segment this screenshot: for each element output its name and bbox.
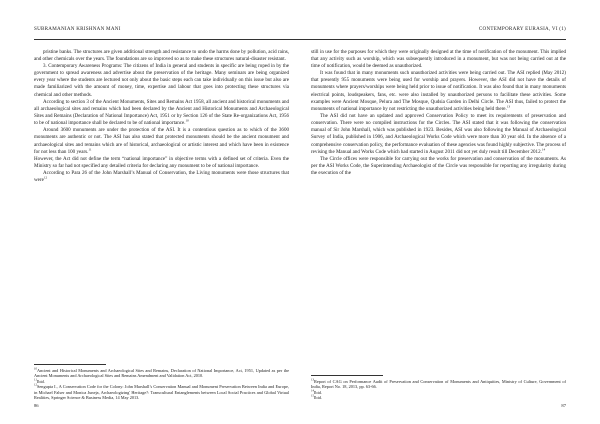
footnote-ref[interactable]: 13 [506, 104, 511, 109]
footnote-number: 15 [311, 393, 314, 398]
right-column [311, 49, 566, 401]
footnote-ref[interactable]: 11 [88, 147, 92, 152]
footnote [311, 395, 566, 401]
right-column-spacer [311, 177, 566, 371]
folio-right: 87 [561, 402, 566, 408]
footnote-number: 11 [34, 377, 37, 382]
paragraph [34, 127, 289, 156]
paragraph-text: According to Para 26 of the John Marshall’s Manual of Conservation, the Living monuments were those structures that were [34, 170, 289, 184]
two-column-body [34, 49, 566, 401]
footnote-separator [34, 364, 106, 365]
footnote [34, 384, 289, 401]
running-head-left: SUBRAMANIAN KRISHNAN MANI [34, 26, 121, 32]
paragraph [311, 70, 566, 113]
footnote-number: 10 [34, 366, 37, 371]
paragraph-text: Around 3600 monuments are under the protection of the ASI. It is a contentious question as to which of the 3600 monuments are authentic or not. The ASI has also stated that protected monuments should be the ancient monument and archaeological sites and remains which are of historical, archaeological or artistic interest and which have been in existence for not less than 100 years. [34, 127, 289, 155]
paragraph-text: According to section 3 of the Ancient Monuments, Sites and Remains Act 1958, all ancient and historical monuments and all archaeological sites and remains which had been declared by the Ancient and Historical Monuments and Archaeological Sites and Remains (Declaration of National Importance) Act, 1951 or by Section 126 of the State Re-organizations Act, 1956 to be of national importance shall be declared to be of national importance. [34, 98, 289, 127]
left-column-spacer [34, 185, 289, 360]
paragraph-text: The ASI did not have an updated and approved Conservation Policy to meet its requirements of preservation and conservation. There were no compiled instructions for the Circles. The ASI stated that it was following the conservation manual of Sir John Marshall, which was published in 1923. Besides, ASI was also following the Manual of Archaeological Survey of India, published in 1906, and Archaeological Works Code which were more than 30 year old. In the absence of a comprehensive conservation policy, the performance evaluation of these agencies was found highly subjective. The process of revising the Manual and Works Code which had started in August 2011 did not yet duly result till December 2012. [311, 113, 566, 155]
folio-row [34, 403, 566, 408]
footnote-text: Report of CAG on Performance Audit of Preservation and Conservation of Monuments and Antiquities, Ministry of Culture, Government of India, Report No. 18, 2013, pp. 63-66. [311, 378, 566, 390]
footnote-text: Ibid. [36, 378, 45, 384]
footnote-ref[interactable]: 12 [43, 175, 48, 180]
right-column-footnotes [311, 371, 566, 401]
paragraph: pristine banks. The structures are given additional strength and resistance to undo the harms done by pollution, acid rains, and other chemicals over the years. The foundations are so improved so as to make these structures natural-disaster resistant. [34, 48, 289, 62]
right-column-text [311, 49, 566, 178]
footnote-text: Ancient and Historical Monuments and Archaeological Sites and Remains, Declaration of National Importance, Act, 1951, Updated as per the Ancient Monuments and Archaeological Sites and Remains Amendment and Validation Act, 2010. [34, 367, 289, 379]
folio-left: 86 [34, 402, 39, 408]
left-column [34, 49, 289, 401]
paragraph [34, 170, 289, 184]
footnote-text: Ibid. [314, 389, 322, 395]
paragraph [311, 156, 566, 177]
paragraph: 3. Contemporary Awareness Programs: The citizens of India in general and students in specific are being roped in by the government to spread awareness and advertise about the preservation of the heritage. Many seminars are being organized every year where the students are lectured not only about the basic steps each can take individually on this issue but also are made familiarized with the amount of money, time, expertise and labour that goes into protecting these structures via chemical and other methods. [34, 62, 289, 98]
footnote-ref[interactable]: 10 [185, 118, 189, 123]
running-head-right: CONTEMPORARY EURASIA, VI (1) [478, 26, 566, 32]
left-column-footnotes [34, 360, 289, 401]
left-column-text [34, 49, 289, 185]
paragraph [34, 99, 289, 128]
footnote-separator [311, 375, 383, 376]
paragraph-text: It was found that in many monuments such unauthorized activities were being carried out. The ASI replied (May 2012) that presently 955 monuments were being used for worship and prayers. However, the ASI did not have the details of monuments where prayers/worships were being held prior to issue of notification. It was also found that in many monuments electrical points, loudspeakers, fans, etc. were also installed by unauthorized persons to facilitate these activities. Some examples were Ancient Mosque, Pelura and The Mosque, Qudsia Garden in Delhi Circle. The ASI thus, failed to protect the monuments of national importance by not restricting the unauthorized activities being held there. [311, 70, 566, 112]
running-head [34, 26, 566, 32]
footnote-text: Sengupta I., A Conservation Code for the Colony: John Marshall’s Conservation Manual and Monument Preservation Between India and Europe, in Michael Falser and Monica Juneja, Archaeologizing' Heritage?: Transcultural Entanglements between Local Social Practices and Global Virtual Realities, Springer Science & Business Media, 14 May 2013. [34, 384, 289, 401]
footnote-ref[interactable]: 14 [541, 147, 546, 152]
footnote-number: 13 [311, 377, 314, 382]
paragraph [311, 113, 566, 156]
footnote-number: 12 [34, 382, 37, 387]
paragraph-text: The Circle offices were responsible for carrying out the works for preservation and conservation of the monuments. As per the ASI Works Code, the Superintending Archaeologist of the Circle was responsible for reporting any irregularity during the execution of the [311, 155, 566, 177]
paragraph: still in use for the purposes for which they were originally designed at the time of notification of the monument. This implied that any activity such as worship, which was subsequently introduced in a monument, but was not being carried out at the time of notification, would be deemed as unauthorized. [311, 48, 566, 69]
header-rule [34, 39, 566, 40]
footnote-number: 14 [311, 388, 314, 393]
paragraph-text: However, the Act did not define the term “national importance” in objective terms with a defined set of criteria. Even the Ministry so far had not specified any detailed criteria for declaring any monument to be of national importance. [34, 155, 289, 170]
footnote-text: Ibid. [314, 395, 322, 401]
paragraph [34, 156, 289, 170]
